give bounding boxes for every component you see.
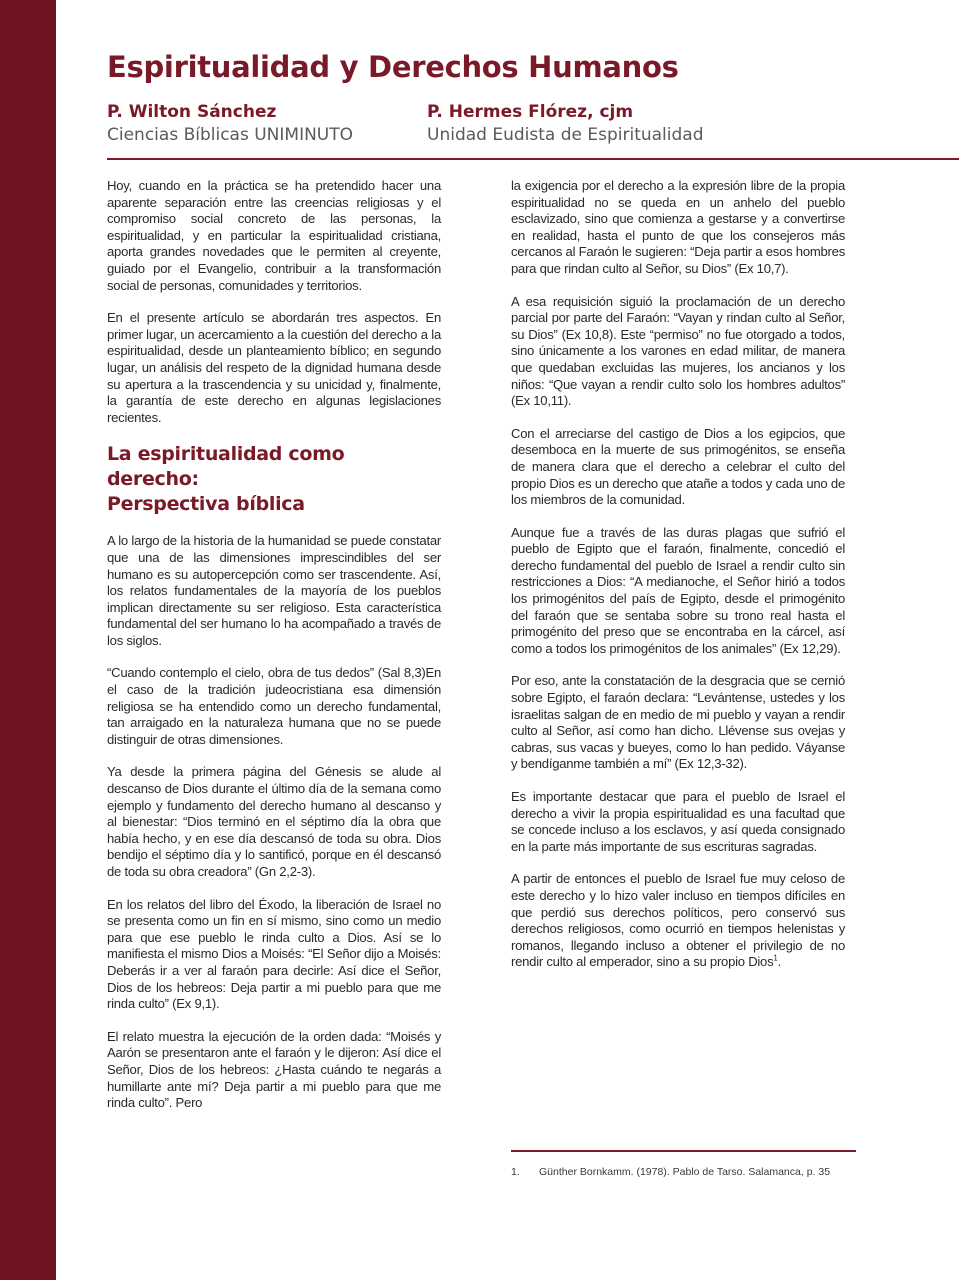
paragraph: Con el arreciarse del castigo de Dios a los egipcios, que desemboca en la muerte de sus primogénitos, se enseña de manera clara que el derecho a celebrar el culto del propio Dios es un derecho que atañe a todos y cada uno de los miembros de la comunidad. <box>511 425 845 508</box>
text-column-left <box>107 178 441 1128</box>
paragraph: A esa requisición siguió la proclamación de un derecho parcial por parte del Faraón: “Vayan y rindan culto al Señor, su Dios” (Ex 10,8). Este “permiso” no fue otorgado a todos, sino únicamente a los varones en edad militar, de manera que quedaban excluidas las mujeres, los ancianos y los niños: “Que vayan a rendir culto solo los hombres adultos” (Ex 10,11). <box>511 293 845 409</box>
article-title: Espiritualidad y Derechos Humanos <box>107 50 679 84</box>
paragraph: El relato muestra la ejecución de la orden dada: “Moisés y Aarón se presentaron ante el faraón y le dijeron: Así dice el Señor, Dios de los hebreos: ¿Hasta cuándo te negarás a humillarte ante mí? Deja partir a mi pueblo para que me rinda culto”. Pero <box>107 1028 441 1111</box>
paragraph: “Cuando contemplo el cielo, obra de tus dedos” (Sal 8,3)En el caso de la tradición judeocristiana esa dimensión religiosa se ha entendido como un derecho fundamental, tan arraigado en la naturaleza humana que no se puede distinguir de otras dimensiones. <box>107 665 441 747</box>
paragraph: A lo largo de la historia de la humanidad se puede constatar que una de las dimensiones imprescindibles del ser humano es su autopercepción como ser trascendente. Así, los relatos fundamentales de la mayoría de los pueblos implican directamente su ser religioso. Esta característica fundamental del ser humano lo ha acompañado a través de los siglos. <box>107 533 441 648</box>
author-2-name: P. Hermes Flórez, cjm <box>427 102 634 122</box>
paragraph-text: A partir de entonces el pueblo de Israel fue muy celoso de este derecho y lo hizo valer incluso en tiempos difíciles en que perdió sus derechos políticos, pero conservó sus derechos religiosos, como ocurrió en tiempos helenistas y romanos, llegando incluso a obtener el privilegio de no rendir culto al emperador, sino a su propio Dios <box>511 871 845 970</box>
paragraph: Por eso, ante la constatación de la desgracia que se cernió sobre Egipto, el faraón declara: “Levántense, ustedes y los israelitas salgan de en medio de mi pueblo y vayan a rendir culto al Señor, así como han dicho. Llévense sus ovejas y cabras, sus vacas y bueyes, como lo han pedido. Váyanse y bendíganme también a mí” (Ex 12,3-32). <box>511 673 845 772</box>
author-1 <box>107 102 353 145</box>
paragraph: Es importante destacar que para el pueblo de Israel el derecho a vivir la propia espiritualidad es una facultad que se concede incluso a los esclavos, y así queda consignado en la parte más importante de sus escrituras sagradas. <box>511 789 845 854</box>
author-1-name: P. Wilton Sánchez <box>107 102 277 122</box>
paragraph: Aunque fue a través de las duras plagas que sufrió el pueblo de Egipto que el faraón, finalmente, concedió el derecho fundamental del pueblo de Israel a rendir culto sin restricciones a Dios: “A medianoche, el Señor hirió a todos los primogénitos del país de Egipto, desde el primogénito del faraón que se sentaba sobre su trono real hasta el primogénito del preso que se encontraba en la cárcel, así como a todos los primogénitos de los animales” (Ex 12,29). <box>511 524 845 656</box>
text-column-right <box>511 178 845 987</box>
footnote-text: Günther Bornkamm. (1978). Pablo de Tarso. Salamanca, p. 35 <box>539 1166 831 1178</box>
author-2 <box>427 102 704 145</box>
footnote-divider <box>511 1150 856 1152</box>
section-heading <box>107 442 441 517</box>
paragraph <box>511 871 845 971</box>
paragraph: Hoy, cuando en la práctica se ha pretendido hacer una aparente separación entre las creencias religiosas y el compromiso social concreto de las personas, la espiritualidad, y en particular la espiritualidad cristiana, aporta grandes novedades que le permiten al creyente, guiado por el Evangelio, contribuir a la transformación social de personas, comunidades y territorios. <box>107 178 441 293</box>
side-color-bar <box>0 0 56 1280</box>
footnote-number: 1. <box>511 1166 520 1178</box>
paragraph: la exigencia por el derecho a la expresión libre de la propia espiritualidad no se queda en un anhelo del pueblo esclavizado, sino que comienza a gestarse y a convertirse en realidad, hasta el punto de que los consejeros más cercanos al Faraón le sugieren: “Deja partir a esos hombres para que rindan culto al Señor, su Dios” (Ex 10,7). <box>511 178 845 276</box>
paragraph: En el presente artículo se abordarán tres aspectos. En primer lugar, un acercamiento a la cuestión del derecho a la espiritualidad, desde un planteamiento bíblico; en segundo lugar, un análisis del respeto de la dignidad humana desde su apertura a la trascendencia y su unicidad y, finalmente, la garantía de este derecho en algunas legislaciones recientes. <box>107 310 441 425</box>
section-heading-line-2: Perspectiva bíblica <box>107 493 305 516</box>
footnote <box>511 1165 845 1179</box>
paragraph: En los relatos del libro del Éxodo, la liberación de Israel no se presenta como un fin en sí mismo, sino como un medio para que ese pueblo le rinda culto a Dios. Así se lo manifiesta el mismo Dios a Moisés: “El Señor dijo a Moisés: Deberás ir a ver al faraón para decirle: Así dice el Señor, Dios de los hebreos: Deja partir a mi pueblo para que me rinda culto” (Ex 9,1). <box>107 896 441 1012</box>
paragraph-end: . <box>777 954 781 970</box>
header-divider <box>107 158 959 160</box>
footnote-reference[interactable]: 1 <box>773 953 778 963</box>
section-heading-line-1: La espiritualidad como derecho: <box>107 443 345 491</box>
author-1-affiliation: Ciencias Bíblicas UNIMINUTO <box>107 125 354 145</box>
paragraph: Ya desde la primera página del Génesis se alude al descanso de Dios durante el último día de la semana como ejemplo y fundamento del derecho humano al descanso y al bienestar: “Dios terminó en el séptimo día la obra que había hecho, y en ese día descansó de toda su obra. Dios bendijo el séptimo día y lo santificó, porque en él descansó de toda su obra creadora” (Gn 2,2-3). <box>107 764 441 879</box>
author-2-affiliation: Unidad Eudista de Espiritualidad <box>427 125 704 145</box>
